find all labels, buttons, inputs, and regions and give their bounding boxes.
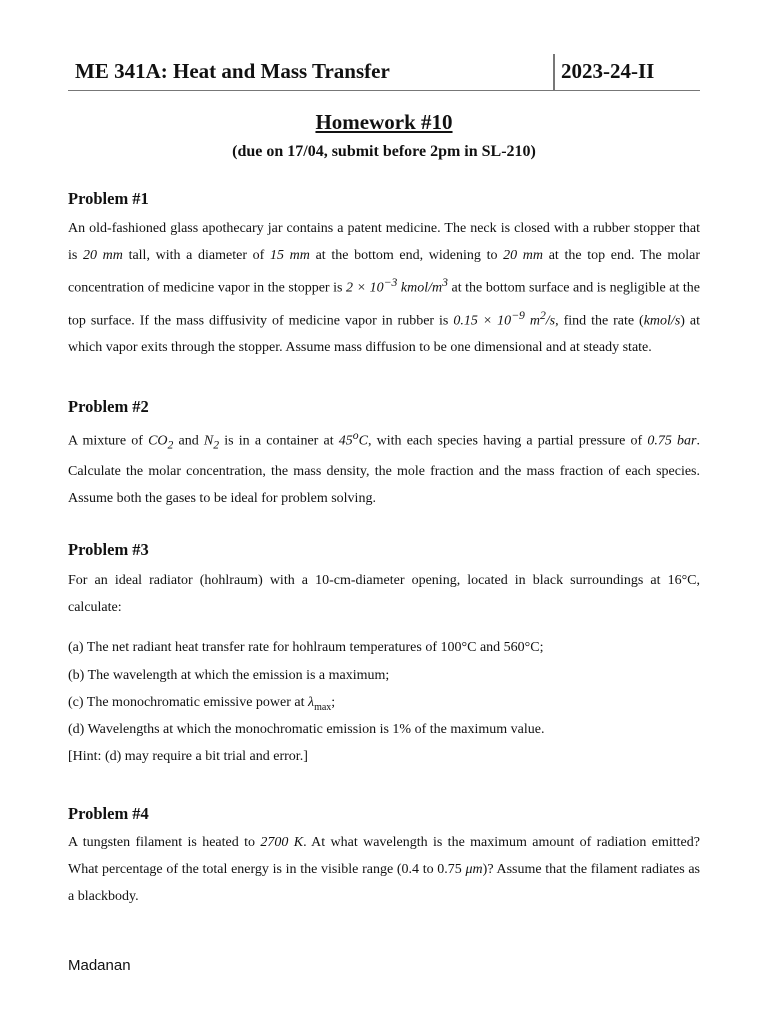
problem-4-text: A tungsten filament is heated to 2700 K. At what wavelength is the maximum amount of radiation emitted? What percentage of the total energy is in the visible range (0.4 to 0.75 μm)? Assume that the filament radiates as a blackbody. — [68, 835, 700, 904]
problem-1-title: Problem #1 — [68, 189, 149, 208]
problem-4-title: Problem #4 — [68, 804, 149, 823]
course-title: ME 341A: Heat and Mass Transfer — [75, 59, 390, 83]
problem-2-text: A mixture of $CO_2$ and $N_2$ is in a container at 45$^o$C, with each species having a partial pressure of 0.75 bar. Calculate the molar concentration, the mass density, the mole fraction and the mass fraction of each species. Assume both the gases to be ideal for problem solving. — [68, 429, 700, 507]
problem-3-hint: [Hint: (d) may require a bit trial and error.] — [68, 749, 308, 764]
problem-3-intro: For an ideal radiator (hohlraum) with a 10-cm-diameter opening, located in black surroundings at 16°C, calculate: — [68, 573, 700, 615]
header-divider — [553, 54, 555, 91]
problem-3-item-c: (c) The monochromatic emissive power at $\lambda_{max}$; — [68, 695, 336, 713]
homework-title: Homework #10 — [315, 110, 453, 134]
due-note: (due on 17/04, submit before 2pm in SL-210) — [232, 143, 536, 160]
author-name: Madanan — [68, 957, 131, 974]
problem-3-item-d: (d) Wavelengths at which the monochromatic emission is 1% of the maximum value. — [68, 722, 545, 737]
problem-1-text: An old-fashioned glass apothecary jar contains a patent medicine. The neck is closed with a rubber stopper that is 20 mm tall, with a diameter of 15 mm at the bottom end, widening to 20 mm at the top end. The molar concentration of medicine vapor in the stopper is $2 \times 10^{-3}$ kmol/$m^3$ at the bottom surface and is negligible at the top surface. If the mass diffusivity of medicine vapor in rubber is $0.15 \times 10^{-9}$ $m^2/s$, find the rate (kmol/s) at which vapor exits through the stopper. Assume mass diffusion to be one dimensional and at steady state. — [68, 221, 700, 356]
problem-3-item-b: (b) The wavelength at which the emission is a maximum; — [68, 668, 390, 683]
page-header — [68, 50, 700, 91]
problem-2-title: Problem #2 — [68, 397, 149, 416]
problem-3-title: Problem #3 — [68, 540, 149, 559]
term-label: 2023-24-II — [561, 59, 655, 83]
problem-3-item-a: (a) The net radiant heat transfer rate for hohlraum temperatures of 100°C and 560°C; — [68, 640, 544, 655]
